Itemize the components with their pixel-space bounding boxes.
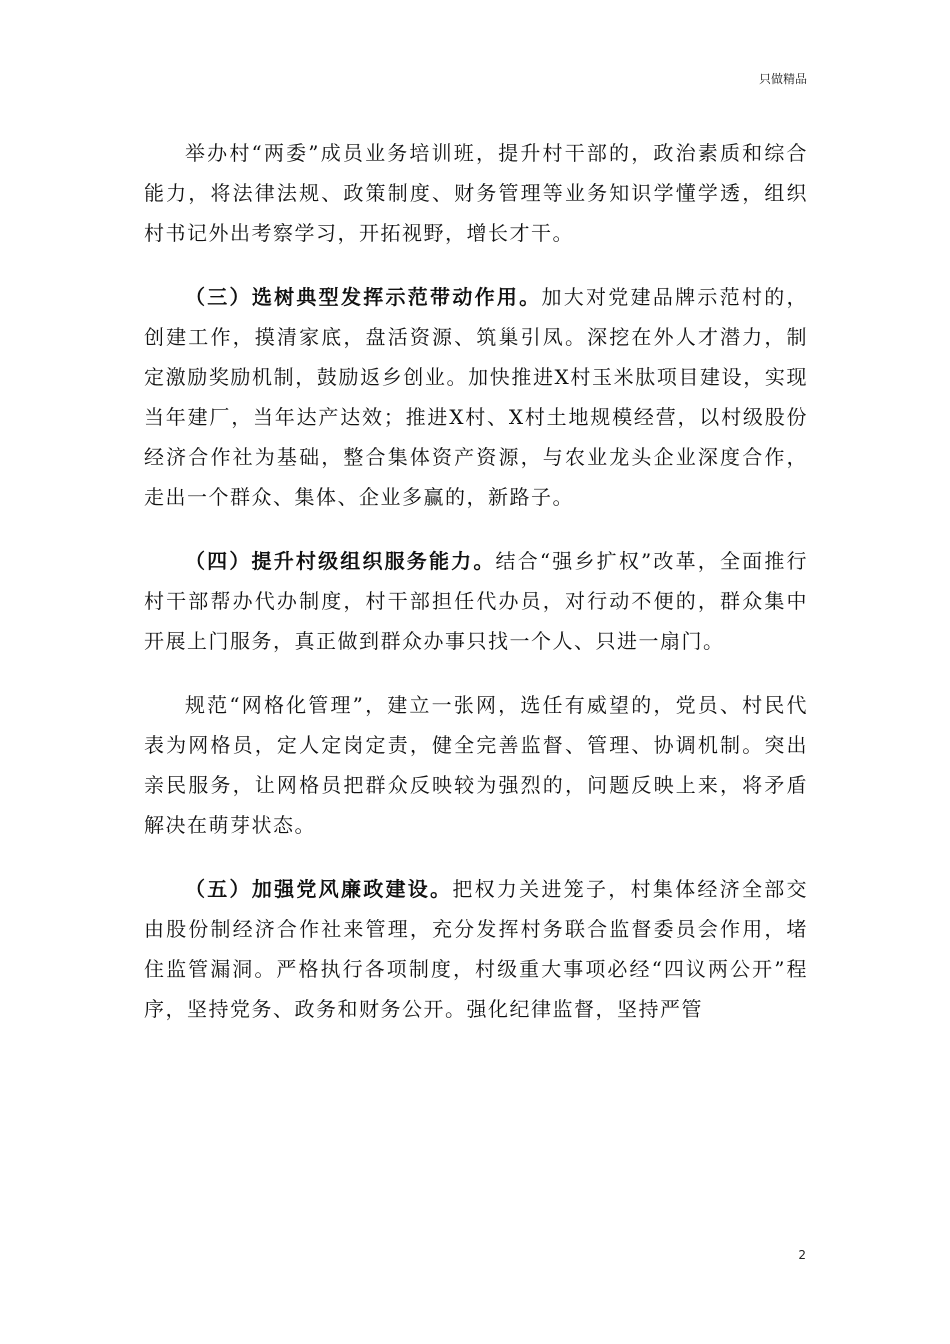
- paragraph-section-5: [144, 869, 808, 1029]
- page-number: 2: [798, 1248, 806, 1262]
- paragraph-grid-management: [144, 685, 808, 845]
- paragraph-text: 加大对党建品牌示范村的，创建工作，摸清家底，盘活资源、筑巢引凤。深挖在外人才潜力，制定激励奖励机制，鼓励返乡创业。加快推进X村玉米肽项目建设，实现当年建厂，当年达产达效；推进X村、X村土地规模经营，以村级股份经济合作社为基础，整合集体资产资源，与农业龙头企业深度合作，走出一个群众、集体、企业多赢的，新路子。: [144, 285, 809, 509]
- header-note: 只做精品: [758, 72, 807, 86]
- paragraph-section-4: [144, 541, 808, 661]
- paragraph-text: 规范“网格化管理”，建立一张网，选任有威望的，党员、村民代表为网格员，定人定岗定责，健全完善监督、管理、协调机制。突出亲民服务，让网格员把群众反映较为强烈的，问题反映上来，将矛盾解决在萌芽状态。: [144, 693, 808, 837]
- paragraph-section-3: [144, 277, 808, 517]
- paragraph-text: 把权力关进笼子，村集体经济全部交由股份制经济合作社来管理，充分发挥村务联合监督委员会作用，堵住监管漏洞。严格执行各项制度，村级重大事项必经“四议两公开”程序，坚持党务、政务和财务公开。强化纪律监督，坚持严管: [144, 877, 809, 1021]
- paragraph-text: 举办村“两委”成员业务培训班，提升村干部的，政治素质和综合能力，将法律法规、政策制度、财务管理等业务知识学懂学透，组织村书记外出考察学习，开拓视野，增长才干。: [144, 141, 808, 245]
- section-heading: （五）加强党风廉政建设。: [185, 877, 453, 901]
- paragraph-text: 结合“强乡扩权”改革，全面推行村干部帮办代办制度，村干部担任代办员，对行动不便的，群众集中开展上门服务，真正做到群众办事只找一个人、只进一扇门。: [144, 549, 809, 653]
- paragraph-training: [144, 133, 808, 253]
- section-heading: （四）提升村级组织服务能力。: [185, 549, 496, 573]
- document-body: [144, 133, 808, 1029]
- section-heading: （三）选树典型发挥示范带动作用。: [185, 285, 542, 309]
